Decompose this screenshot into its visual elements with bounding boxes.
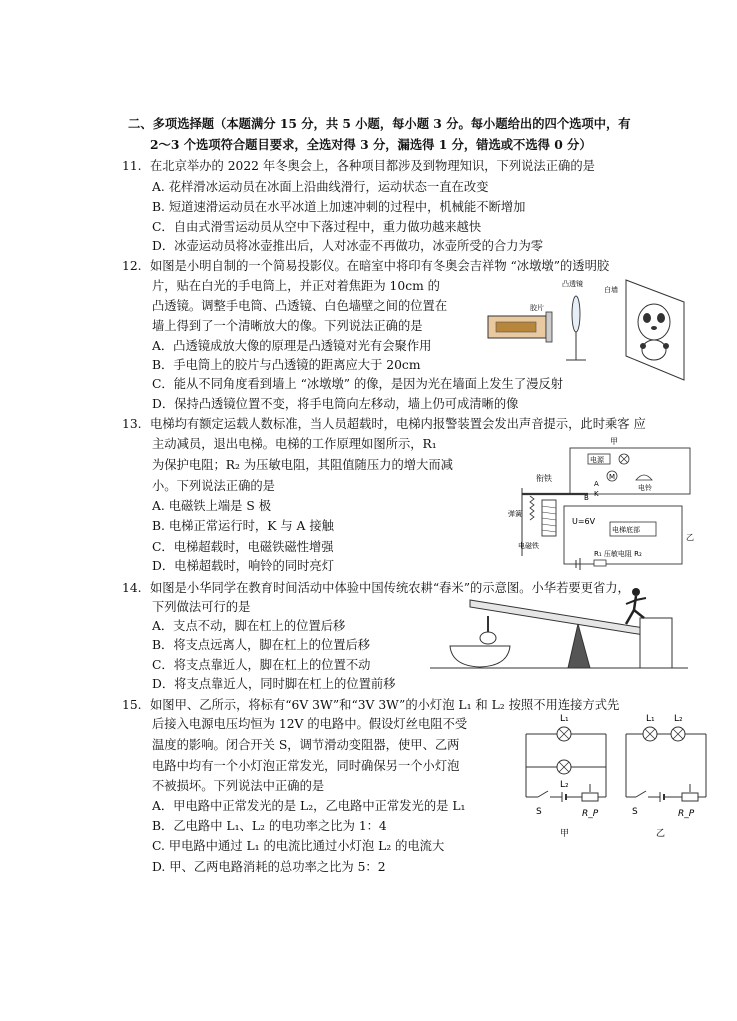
- q11-option-a: A. 花样滑冰运动员在冰面上沿曲线滑行，运动状态一直在改变: [152, 180, 489, 194]
- q14-stem-line2: 下列做法可行的是: [152, 600, 251, 614]
- q14-number: 14.: [122, 581, 142, 595]
- q13-number: 13.: [122, 417, 142, 431]
- q11-option-c: C．自由式滑雪运动员从空中下落过程中，重力做功越来越快: [152, 220, 482, 234]
- q13-option-c: C．电梯超载时，电磁铁磁性增强: [152, 540, 334, 554]
- q11-option-d: D．冰壶运动员将冰壶推出后，人对冰壶不再做功，冰壶所受的合力为零: [152, 239, 544, 253]
- q12-option-a: A．凸透镜成放大像的原理是凸透镜对光有会聚作用: [152, 339, 432, 353]
- q12-stem-line2: 片，贴在白光的手电筒上，并正对着焦距为 10cm 的: [152, 279, 440, 293]
- q14-stem-line1: 如图是小华同学在教育时间活动中体验中国传统农耕“舂米”的示意图。小华若要更省力，: [150, 581, 630, 595]
- contact-a-label: A: [594, 480, 599, 488]
- q13-stem-line2: 主动减员，退出电梯。电梯的工作原理如图所示，R₁: [152, 437, 437, 451]
- q12-option-d: D．保持凸透镜位置不变，将手电筒向左移动，墙上仍可成清晰的像: [152, 397, 519, 411]
- person-icon: [626, 588, 646, 624]
- yi-l2-label: L₂: [674, 714, 683, 724]
- q13-stem-line3: 为保护电阻；R₂ 为压敏电阻，其阻值随压力的增大而减: [152, 458, 453, 472]
- rice-pounding-figure: [430, 588, 690, 672]
- q15-option-c: C. 甲电路中通过 L₁ 的电流比通过小灯泡 L₂ 的电流大: [152, 839, 445, 853]
- bell-icon: [636, 475, 652, 480]
- circuit-yi: [626, 714, 706, 839]
- q12-number: 12.: [122, 259, 142, 273]
- rheostat-icon: [682, 793, 698, 801]
- convex-lens-icon: [572, 296, 580, 332]
- q12-stem-line1: 如图是小明自制的一个简易投影仪。在暗室中将印有冬奥会吉祥物 “冰墩墩”的透明胶: [150, 259, 610, 273]
- section-heading-line1: 二、多项选择题（本题满分 15 分，共 5 小题，每小题 3 分。每小题给出的四个选项中，有: [128, 116, 631, 131]
- jia-rheostat-label: R_P: [582, 809, 599, 819]
- q15-option-a: A．甲电路中正常发光的是 L₂，乙电路中正常发光的是 L₁: [152, 799, 466, 813]
- q14-option-b: B．将支点远离人，脚在杠上的位置后移: [152, 638, 371, 652]
- switch-icon: [538, 791, 548, 797]
- electromagnet-icon: [542, 500, 556, 536]
- q14-option-c: C．将支点靠近人，脚在杠上的位置不动: [152, 658, 371, 672]
- circuit-label-jia: 甲: [610, 437, 618, 446]
- bing-dwen-dwen-icon: [638, 304, 670, 360]
- q12-stem-line3: 凸透镜。调整手电筒、凸透镜、白色墙壁之间的位置在: [152, 299, 448, 313]
- film-label: 胶片: [530, 304, 544, 312]
- spring-label: 弹簧: [508, 510, 522, 518]
- circuit-jia: [526, 714, 606, 839]
- bell-label: 电铃: [638, 484, 652, 492]
- lever-bar: [470, 600, 644, 635]
- yi-caption: 乙: [656, 829, 666, 839]
- lens-label: 凸透镜: [562, 280, 583, 288]
- contact-k-label: K: [594, 490, 599, 498]
- q13-option-b: B. 电梯正常运行时，K 与 A 接触: [152, 519, 334, 533]
- section-heading-line2: 2～3 个选项符合题目要求，全选对得 3 分，漏选得 1 分，错选或不选得 0 分）: [150, 137, 592, 152]
- jia-caption: 甲: [560, 829, 570, 839]
- fulcrum-icon: [568, 624, 590, 668]
- q15-stem-line1: 如图甲、乙所示，将标有“6V 3W”和“3V 3W”的小灯泡 L₁ 和 L₂ 按照不用连接方式先: [150, 698, 620, 712]
- q12-stem-line4: 墙上得到了一个清晰放大的像。下列说法正确的是: [152, 319, 423, 333]
- circuit-figures: [516, 712, 716, 842]
- q11-stem: 在北京举办的 2022 年冬奥会上，各种项目都涉及到物理知识，下列说法正确的是: [150, 159, 595, 173]
- q14-option-a: A．支点不动，脚在杠上的位置后移: [152, 619, 346, 633]
- elevator-floor-label: 电梯底部: [612, 526, 640, 534]
- q15-stem-line3: 温度的影响。闭合开关 S，调节滑动变阻器，使甲、乙两: [152, 738, 460, 752]
- q15-option-b: B．乙电路中 L₁、L₂ 的电功率之比为 1：4: [152, 819, 387, 833]
- q14-option-d: D．将支点靠近人，同时脚在杠上的位置前移: [152, 677, 396, 691]
- rheostat-icon: [582, 793, 598, 801]
- voltage-label: U=6V: [572, 517, 596, 526]
- q11-option-b: B. 短道速滑运动员在水平冰道上加速冲刺的过程中，机械能不断增加: [152, 200, 526, 214]
- yi-rheostat-label: R_P: [678, 809, 695, 819]
- motor-label: M: [609, 473, 616, 481]
- sensor-label: R₁ 压敏电阻 R₂: [594, 550, 642, 558]
- elevator-circuit-figure: [508, 436, 698, 574]
- wall-label: 白墙: [604, 286, 618, 294]
- spring-icon: [530, 496, 534, 520]
- q11-number: 11.: [122, 159, 142, 173]
- q15-option-d: D. 甲、乙两电路消耗的总功率之比为 5：2: [152, 860, 386, 874]
- armature-label: 衔铁: [536, 474, 552, 483]
- q15-stem-line2: 后接入电源电压均恒为 12V 的电路中。假设灯丝电阻不受: [152, 717, 468, 731]
- jia-l1-label: L₁: [560, 714, 569, 724]
- platform-block: [640, 618, 672, 668]
- mortar-bowl-icon: [450, 646, 510, 667]
- power-source-label: 电源: [590, 456, 604, 464]
- q15-number: 15.: [122, 698, 142, 712]
- circuit-label-yi: 乙: [686, 533, 694, 542]
- q13-stem-line1: 电梯均有额定运载人数标准，当人员超载时，电梯内报警装置会发出声音提示，此时乘客 应: [150, 417, 646, 431]
- jia-l2-label: L₂: [560, 780, 569, 790]
- q13-option-a: A. 电磁铁上端是 S 极: [152, 499, 272, 513]
- q12-option-b: B．手电筒上的胶片与凸透镜的距离应大于 20cm: [152, 358, 421, 372]
- q13-stem-line4: 小。下列说法正确的是: [152, 479, 275, 493]
- yi-l1-label: L₁: [646, 714, 655, 724]
- pestle-head-icon: [480, 632, 496, 644]
- jia-switch-label: S: [536, 807, 542, 817]
- q13-option-d: D．电梯超载时，响铃的同时亮灯: [152, 559, 335, 573]
- switch-icon: [636, 791, 646, 797]
- q15-stem-line4: 电路中均有一个小灯泡正常发光，同时确保另一个小灯泡: [152, 759, 460, 773]
- contact-b-label: B: [584, 494, 589, 502]
- yi-switch-label: S: [632, 807, 638, 817]
- projector-figure: [486, 272, 686, 382]
- q15-stem-line5: 不被损坏。下列说法中正确的是: [152, 779, 325, 793]
- film-icon: [546, 312, 552, 342]
- q12-option-c: C．能从不同角度看到墙上 “冰墩墩” 的像，是因为光在墙面上发生了漫反射: [152, 377, 564, 391]
- electromagnet-label: 电磁铁: [518, 542, 539, 550]
